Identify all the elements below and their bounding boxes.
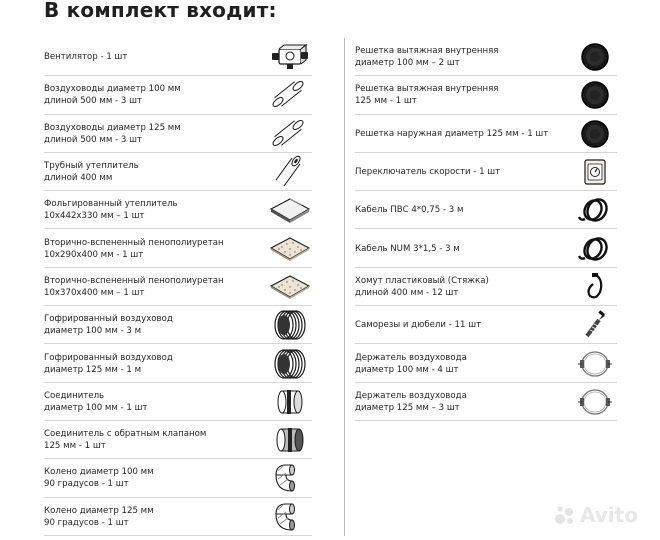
right-item: [355, 230, 617, 268]
item-text-line: длиной 400 мм: [44, 173, 113, 184]
item-description: [355, 390, 569, 414]
item-text-line: диаметр 100 мм - 4 шт: [355, 364, 459, 375]
item-text-line: Вторично-вспененный пенополиуретан: [44, 237, 224, 248]
corrugated-duct-icon: [268, 308, 312, 342]
item-text-line: 10х370х400 мм – 1 шт: [44, 287, 145, 298]
pipe-insulation-icon: [268, 155, 312, 189]
grille-icon: [573, 117, 617, 151]
item-text-line: Держатель воздуховода: [355, 352, 467, 363]
duct-pipe-icon: [268, 78, 312, 112]
right-item: [355, 344, 617, 382]
left-item: [44, 115, 312, 153]
row-separator: [355, 420, 617, 421]
grille-icon: [573, 40, 617, 74]
left-item: [44, 459, 312, 497]
avito-watermark: [554, 500, 654, 530]
item-text-line: длиной 400 мм - 12 шт: [355, 287, 459, 298]
item-text-line: диаметр 100 мм – 2 шт: [355, 58, 460, 69]
item-description: [355, 204, 569, 216]
item-text-line: 90 градусов - 1 шт: [44, 479, 129, 490]
item-text-line: Соединитель с обратным клапаном: [44, 429, 207, 440]
fan-box-icon: [268, 40, 312, 74]
item-text-line: Саморезы и дюбели - 11 шт: [355, 320, 482, 331]
left-item: [44, 498, 312, 536]
item-text-line: Колено диаметр 125 мм: [44, 505, 154, 516]
item-description: [44, 237, 264, 261]
right-item: [355, 76, 617, 114]
row-separator: [44, 535, 312, 536]
connector-icon: [268, 385, 312, 419]
item-text-line: 10х290х400 мм - 1 шт: [44, 249, 144, 260]
right-item: [355, 191, 617, 229]
item-text-line: Соединитель: [44, 390, 105, 401]
item-text-line: 125 мм - 1 шт: [44, 441, 106, 452]
item-text-line: длиной 500 мм - 3 шт: [44, 134, 142, 145]
item-description: [355, 319, 569, 331]
right-item: [355, 306, 617, 344]
cable-tie-icon: [573, 270, 617, 304]
item-description: [44, 51, 264, 63]
item-text-line: Переключатель скорости - 1 шт: [355, 167, 501, 178]
item-text-line: Воздуховоды диаметр 100 мм: [44, 84, 181, 95]
item-text-line: диаметр 125 мм – 3 шт: [355, 402, 460, 413]
right-item: [355, 268, 617, 306]
elbow-icon: [268, 500, 312, 534]
item-description: [44, 198, 264, 222]
item-text-line: 10х442х330 мм – 1 шт: [44, 211, 145, 222]
left-item: [44, 421, 312, 459]
item-text-line: Вентилятор - 1 шт: [44, 52, 128, 63]
item-text-line: Колено диаметр 100 мм: [44, 467, 154, 478]
foam-sheet-icon: [268, 270, 312, 304]
item-description: [44, 83, 264, 107]
item-description: [355, 128, 569, 140]
item-description: [44, 466, 264, 490]
item-description: [355, 166, 569, 178]
item-text-line: Решетка наружная диаметр 125 мм - 1 шт: [355, 128, 549, 139]
right-item: [355, 115, 617, 153]
left-item: [44, 191, 312, 229]
left-item: [44, 38, 312, 76]
item-description: [44, 428, 264, 452]
item-text-line: Решетка вытяжная внутренняя: [355, 46, 499, 57]
right-item: [355, 383, 617, 421]
left-item: [44, 306, 312, 344]
avito-logo-icon: [554, 504, 576, 526]
item-text-line: 125 мм - 1 шт: [355, 96, 417, 107]
left-item: [44, 268, 312, 306]
item-text-line: Гофрированный воздуховод: [44, 314, 173, 325]
item-description: [44, 390, 264, 414]
duct-clamp-icon: [573, 347, 617, 381]
left-item: [44, 344, 312, 382]
item-text-line: Кабель NUM 3*1,5 - 3 м: [355, 243, 460, 254]
item-text-line: диаметр 100 мм - 3 м: [44, 326, 142, 337]
item-description: [355, 83, 569, 107]
item-description: [44, 352, 264, 376]
screw-dowel-icon: [573, 308, 617, 342]
item-text-line: Кабель ПВС 4*0,75 - 3 м: [355, 205, 464, 216]
column-divider: [344, 38, 345, 536]
item-description: [44, 313, 264, 337]
item-text-line: Гофрированный воздуховод: [44, 352, 173, 363]
right-item: [355, 38, 617, 76]
left-item: [44, 230, 312, 268]
item-text-line: Решетка вытяжная внутренняя: [355, 84, 499, 95]
item-text-line: длиной 500 мм - 3 шт: [44, 96, 142, 107]
cable-coil-icon: [573, 193, 617, 227]
item-description: [44, 122, 264, 146]
item-text-line: Хомут пластиковый (Стяжка): [355, 275, 489, 286]
item-description: [355, 352, 569, 376]
item-text-line: Воздуховоды диаметр 125 мм: [44, 122, 181, 133]
item-text-line: Фольгированный утеплитель: [44, 199, 178, 210]
item-text-line: диаметр 100 мм - 1 шт: [44, 402, 148, 413]
item-description: [355, 45, 569, 69]
left-item: [44, 76, 312, 114]
left-item: [44, 153, 312, 191]
item-text-line: Вторично-вспененный пенополиуретан: [44, 275, 224, 286]
elbow-icon: [268, 461, 312, 495]
watermark-text: Avito: [580, 503, 638, 527]
item-text-line: диаметр 125 мм - 1 м: [44, 364, 142, 375]
check-valve-icon: [268, 423, 312, 457]
duct-clamp-icon: [573, 385, 617, 419]
item-description: [44, 505, 264, 529]
item-text-line: Держатель воздуховода: [355, 390, 467, 401]
item-text-line: Трубный утеплитель: [44, 161, 139, 172]
right-item: [355, 153, 617, 191]
speed-switch-icon: [573, 155, 617, 189]
left-item: [44, 383, 312, 421]
cable-coil-icon: [573, 232, 617, 266]
item-text-line: 90 градусов - 1 шт: [44, 517, 129, 528]
item-description: [355, 275, 569, 299]
page-title: В комплект входит:: [44, 0, 277, 22]
item-description: [44, 160, 264, 184]
duct-pipe-icon: [268, 117, 312, 151]
grille-icon: [573, 78, 617, 112]
foam-sheet-icon: [268, 232, 312, 266]
foil-insulation-icon: [268, 193, 312, 227]
item-description: [355, 243, 569, 255]
item-description: [44, 275, 264, 299]
corrugated-duct-icon: [268, 347, 312, 381]
